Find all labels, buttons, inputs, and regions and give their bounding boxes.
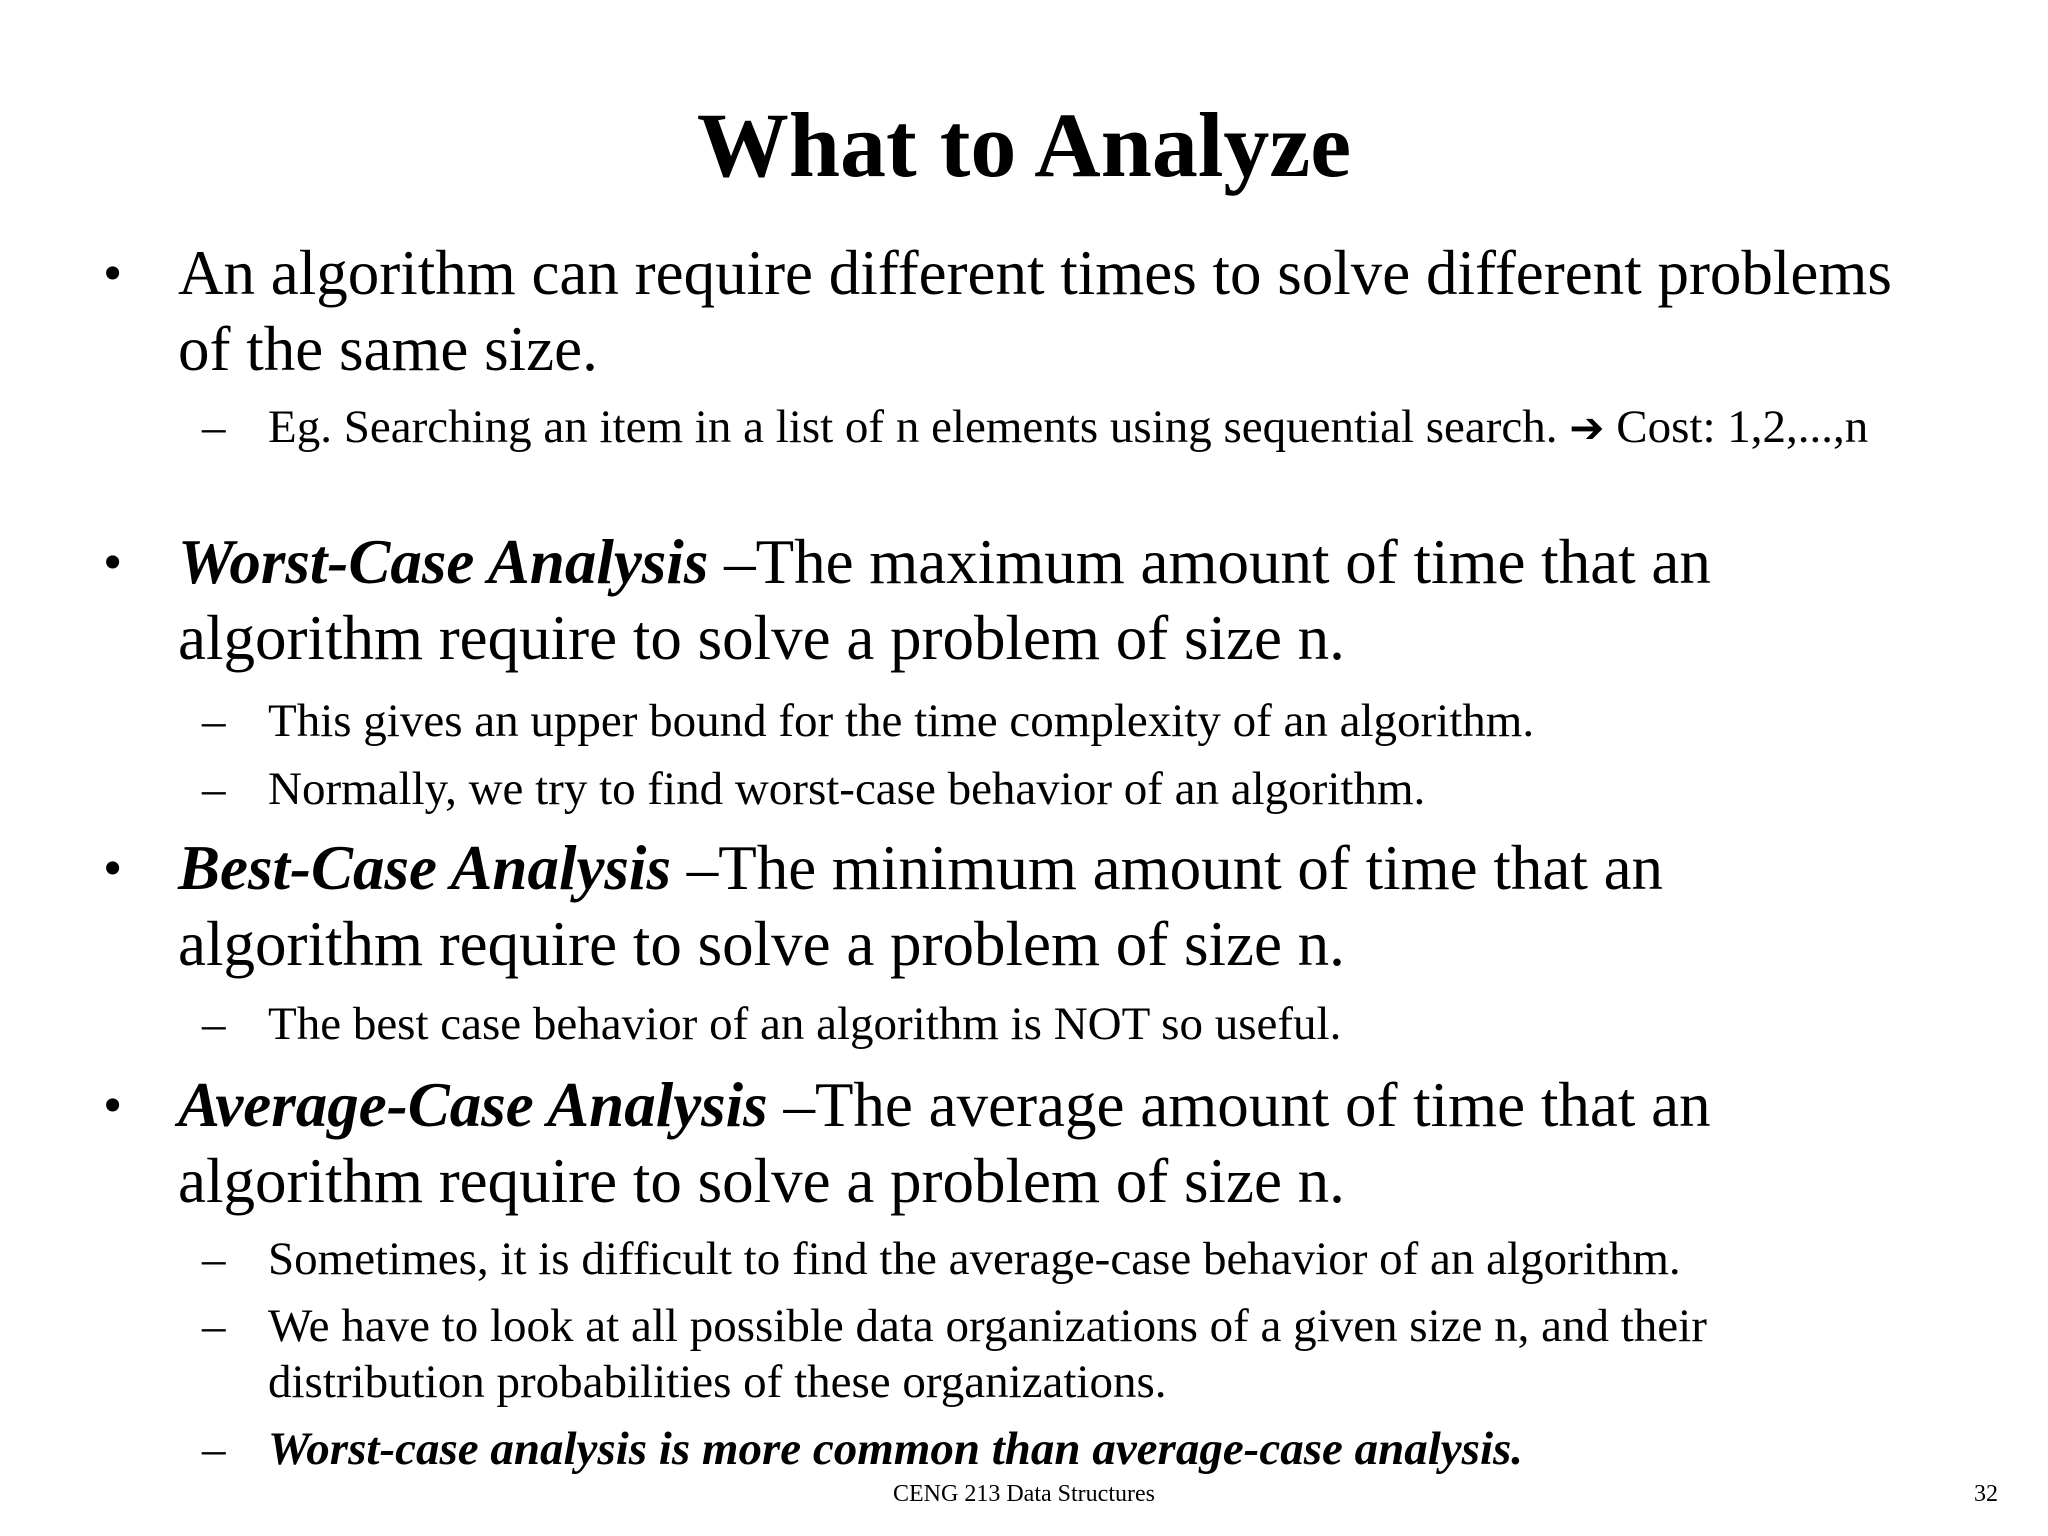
bullet-2-sub-2-text: Normally, we try to find worst-case behavior of an algorithm. [268,763,1426,815]
sub-marker: – [202,998,226,1050]
sub-marker: – [202,1233,226,1285]
bullet-2 [103,524,1898,676]
bullet-4-sub-2 [202,1298,1908,1410]
bullet-marker: • [103,531,123,592]
bullet-3-text: –The minimum amount of time that an algorithm require to solve a problem of size n. [178,833,1664,979]
bullet-marker: • [103,242,123,303]
bullet-2-sub-1 [202,693,1908,749]
bullet-4 [103,1067,1898,1219]
bullet-marker: • [103,1074,123,1135]
bullet-1-sub-1 [202,399,1908,456]
bullet-1-sub-1-text-after: Cost: 1,2,...,n [1616,401,1869,453]
bullet-4-sub-2-text: We have to look at all possible data organizations of a given size n, and their distribution probabilities of these organizations. [268,1300,1707,1408]
bullet-1-sub-1-text-before: Eg. Searching an item in a list of n elements using sequential search. [268,401,1558,453]
sub-marker: – [202,695,226,747]
slide-title: What to Analyze [696,94,1352,196]
sub-marker: – [202,401,226,453]
bullet-1-text: An algorithm can require different times to solve different problems of the same size. [178,238,1892,384]
sub-marker: – [202,763,226,815]
worst-case-term: Worst-Case Analysis [178,527,709,597]
bullet-3-sub-1 [202,996,1908,1052]
average-case-term: Average-Case Analysis [178,1070,768,1140]
bullet-2-text: –The maximum amount of time that an algorithm require to solve a problem of size n. [178,527,1711,673]
bullet-4-text: –The average amount of time that an algorithm require to solve a problem of size n. [178,1070,1711,1216]
bullet-marker: • [103,837,123,898]
slide-footer: CENG 213 Data Structures [893,1481,1155,1507]
bullet-4-sub-1 [202,1231,1908,1287]
bullet-4-sub-3 [202,1421,1908,1477]
bullet-3-sub-1-text: The best case behavior of an algorithm is NOT so useful. [268,998,1342,1050]
page-number: 32 [1974,1481,1998,1507]
bullet-1 [103,235,1898,387]
sub-marker: – [202,1300,226,1352]
bullet-3 [103,830,1898,982]
arrow-right-icon: ➔ [1569,403,1605,452]
bullet-2-sub-2 [202,761,1908,817]
bullet-4-sub-3-text: Worst-case analysis is more common than average-case analysis. [268,1423,1524,1475]
bullet-4-sub-1-text: Sometimes, it is difficult to find the average-case behavior of an algorithm. [268,1233,1681,1285]
sub-marker: – [202,1423,226,1475]
best-case-term: Best-Case Analysis [178,833,671,903]
bullet-2-sub-1-text: This gives an upper bound for the time complexity of an algorithm. [268,695,1535,747]
